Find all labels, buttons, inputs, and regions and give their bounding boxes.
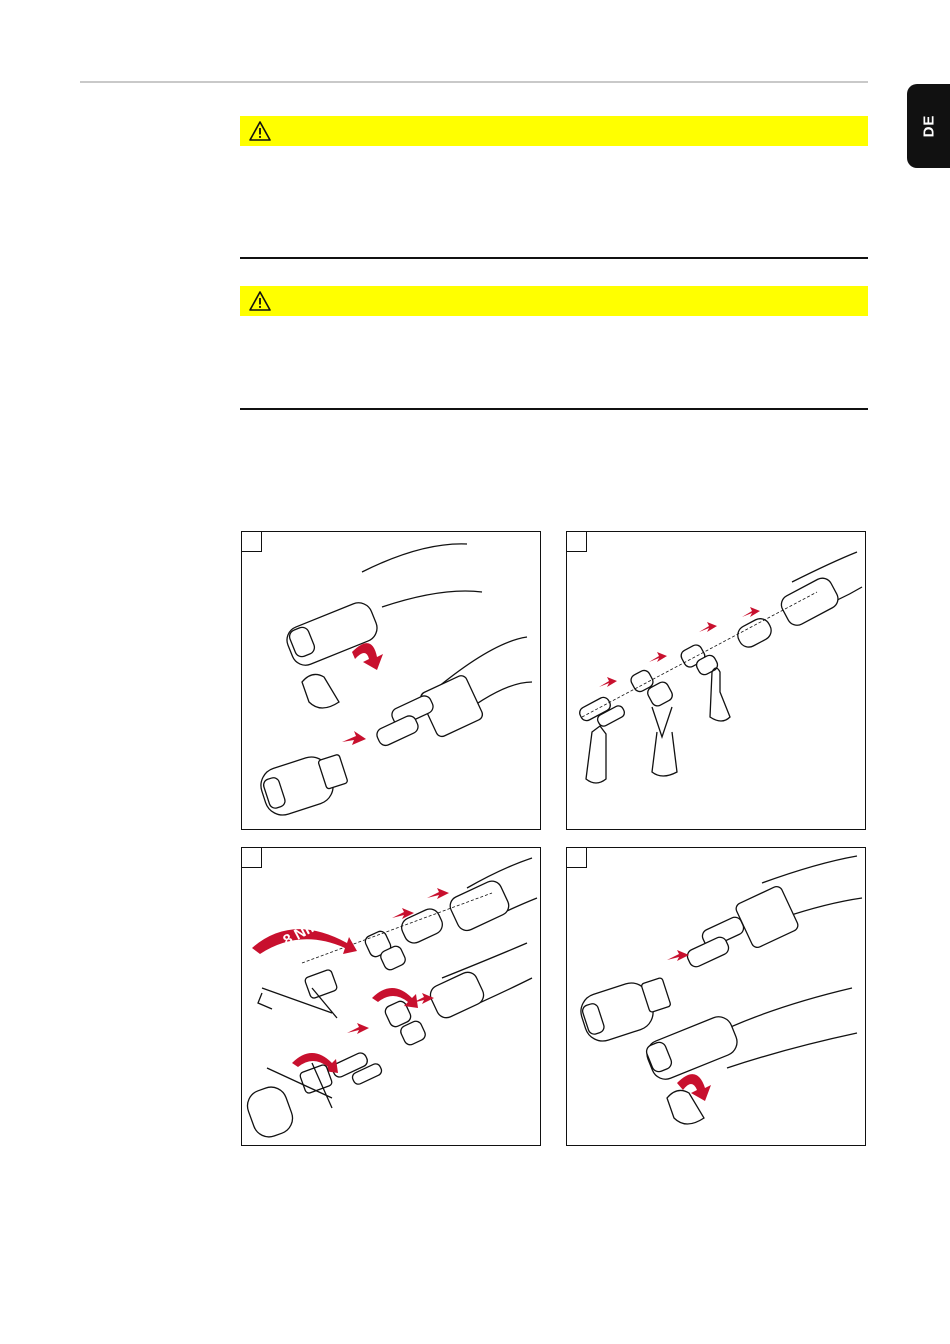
step-number — [242, 848, 262, 868]
caution-banner-1 — [240, 116, 868, 146]
parts-installation-drawing — [242, 848, 542, 1147]
step-1-illustration — [241, 531, 541, 830]
caution-banner-2 — [240, 286, 868, 316]
torque-label: 8 Nm — [280, 917, 321, 950]
warning-triangle-icon — [248, 290, 272, 312]
torch-reassembly-drawing — [567, 848, 867, 1147]
language-tab-label: DE — [920, 114, 937, 138]
header-rule — [80, 81, 868, 83]
step-number — [242, 532, 262, 552]
section-divider — [240, 408, 868, 410]
section-divider — [240, 257, 868, 259]
step-2-illustration — [566, 531, 866, 830]
parts-removal-drawing — [567, 532, 867, 831]
step-4-illustration — [566, 847, 866, 1146]
warning-triangle-icon — [248, 120, 272, 142]
step-number — [567, 532, 587, 552]
torch-disassembly-drawing — [242, 532, 542, 831]
language-tab[interactable] — [907, 84, 950, 168]
step-number — [567, 848, 587, 868]
step-3-illustration — [241, 847, 541, 1146]
